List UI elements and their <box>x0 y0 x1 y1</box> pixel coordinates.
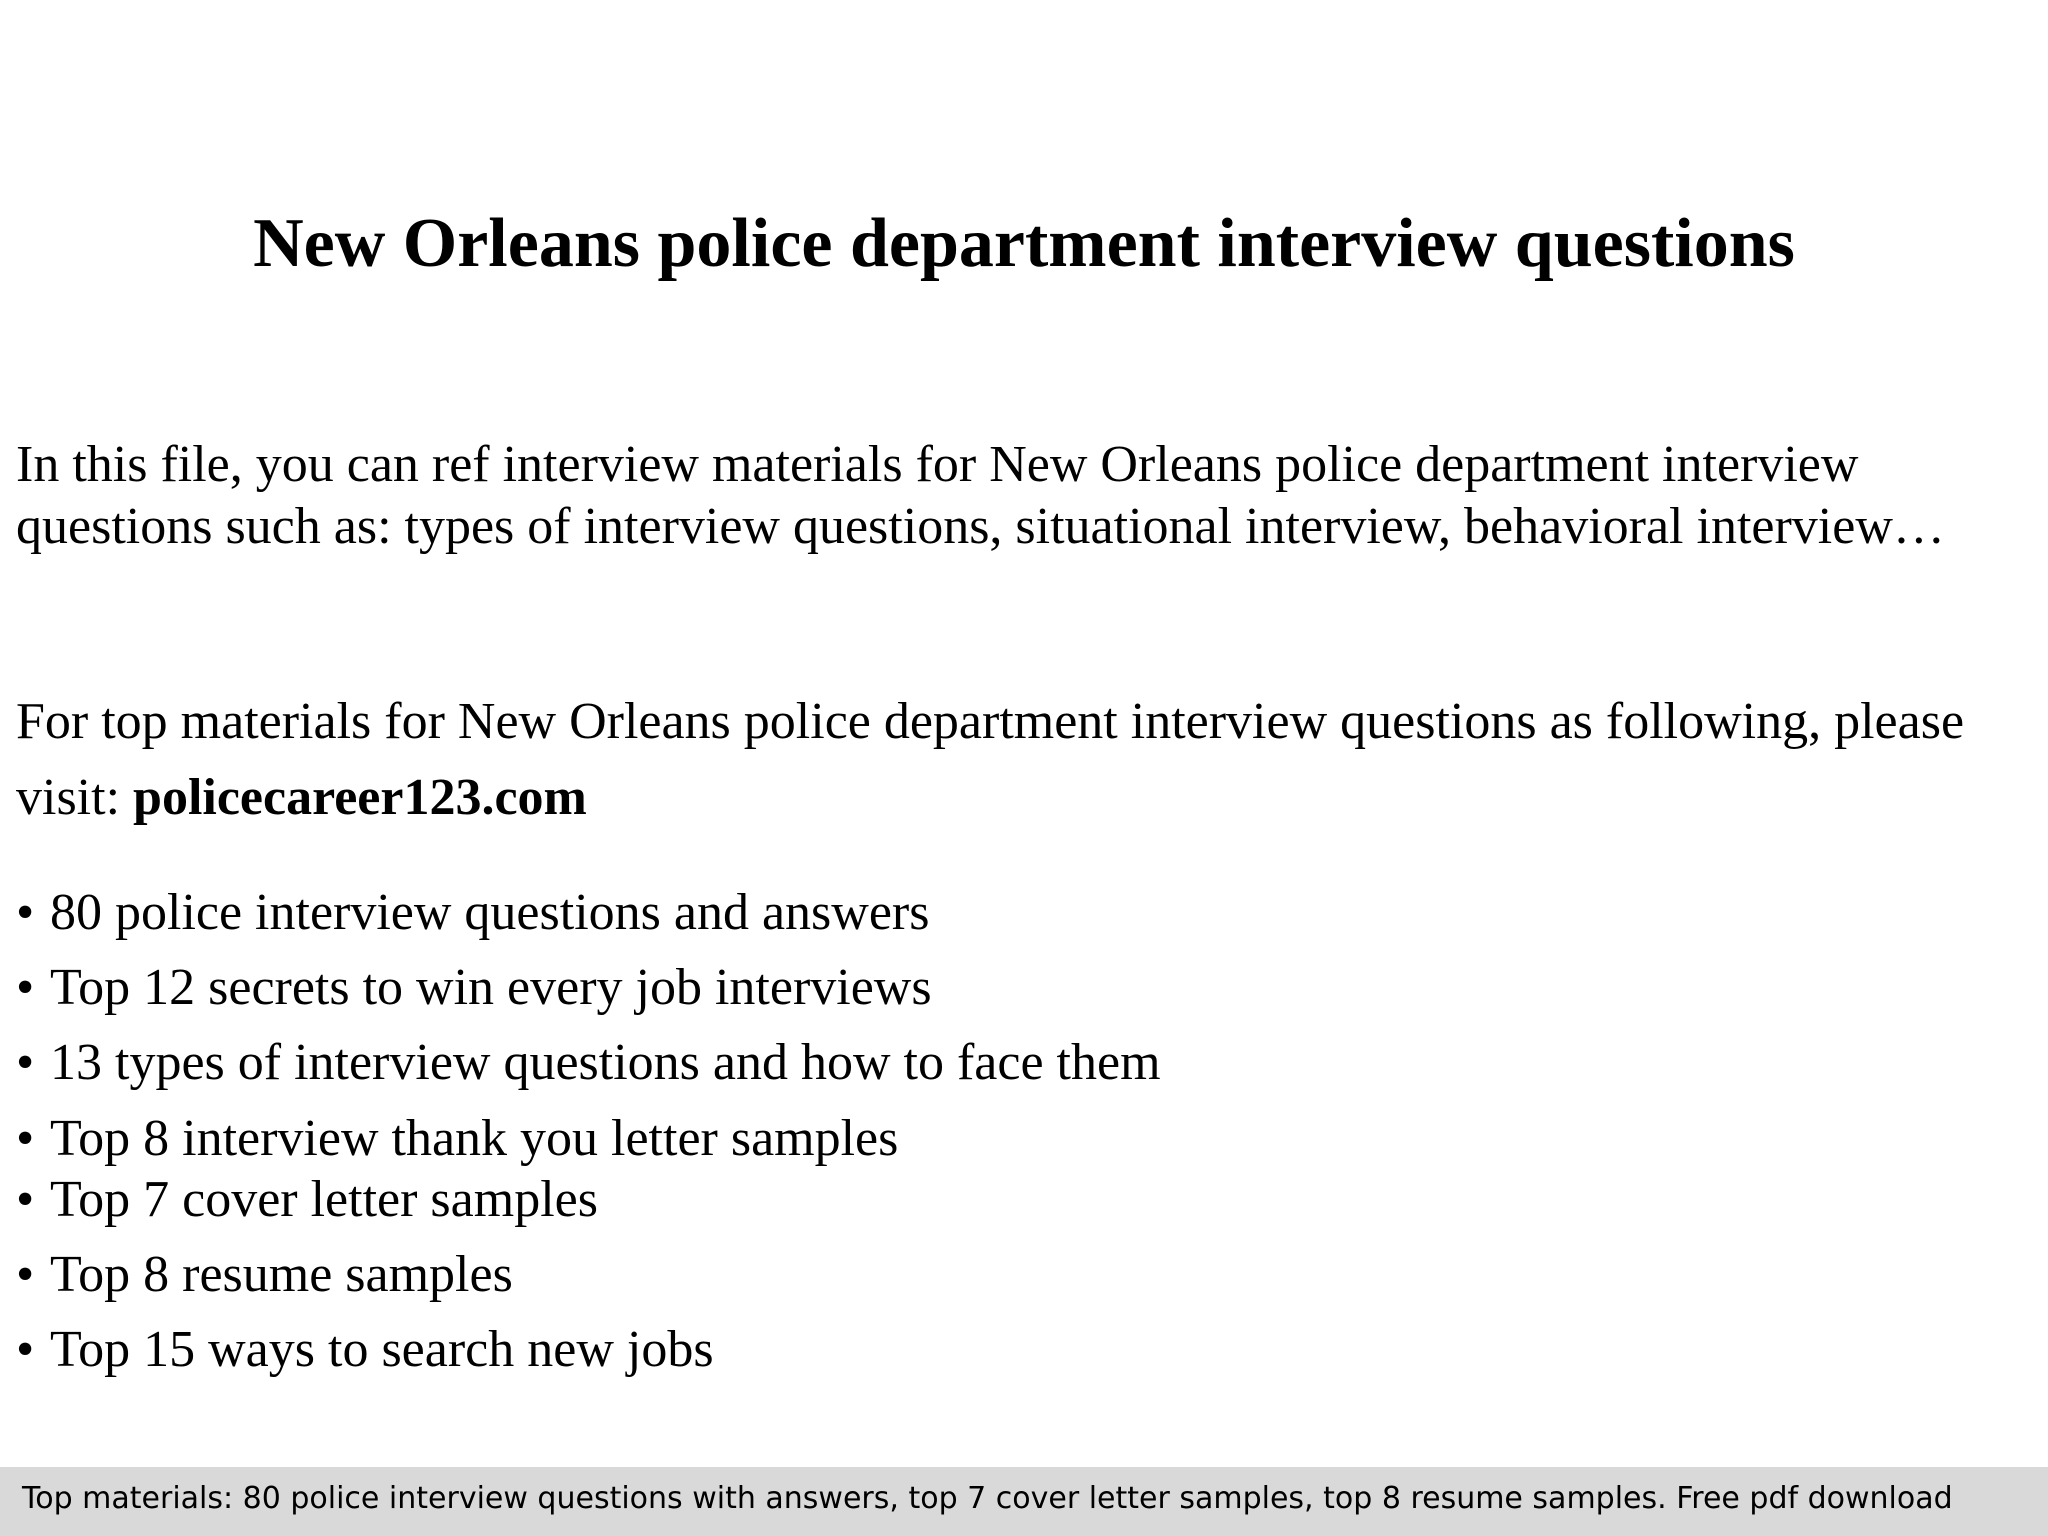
footer-text: Top materials: 80 police interview questions with answers, top 7 cover letter samples, top 8 resume samples. Free pdf download <box>22 1481 1953 1516</box>
bullet-icon: • <box>16 1110 35 1167</box>
list-item-text: 13 types of interview questions and how to face them <box>50 1034 1161 1091</box>
list-item <box>16 1108 898 1170</box>
list-item <box>16 957 932 1019</box>
page-title: New Orleans police department interview questions <box>253 205 1795 282</box>
bullet-icon: • <box>16 959 35 1016</box>
visit-paragraph <box>16 684 2026 836</box>
bullet-icon: • <box>16 1034 35 1091</box>
bullet-icon: • <box>16 1246 35 1303</box>
list-item-text: 80 police interview questions and answers <box>50 884 930 941</box>
website-link[interactable]: policecareer123.com <box>133 769 587 826</box>
bullet-icon: • <box>16 884 35 941</box>
list-item <box>16 1169 598 1231</box>
bullet-icon: • <box>16 1171 35 1228</box>
visit-text: For top materials for New Orleans police department interview questions as following, please visit: <box>16 693 1965 826</box>
list-item <box>16 1032 1161 1094</box>
list-item-text: Top 8 resume samples <box>50 1246 513 1303</box>
list-item-text: Top 15 ways to search new jobs <box>50 1321 714 1378</box>
list-item-text: Top 12 secrets to win every job interviews <box>50 959 932 1016</box>
list-item <box>16 882 929 944</box>
list-item <box>16 1244 513 1306</box>
footer-bar <box>0 1467 2048 1536</box>
list-item-text: Top 7 cover letter samples <box>50 1171 598 1228</box>
list-item-text: Top 8 interview thank you letter samples <box>50 1110 899 1167</box>
bullet-icon: • <box>16 1321 35 1378</box>
intro-paragraph: In this file, you can ref interview materials for New Orleans police department interview questions such as: types of interview questions, situational interview, behavioral interview… <box>16 436 1945 555</box>
list-item <box>16 1319 714 1381</box>
